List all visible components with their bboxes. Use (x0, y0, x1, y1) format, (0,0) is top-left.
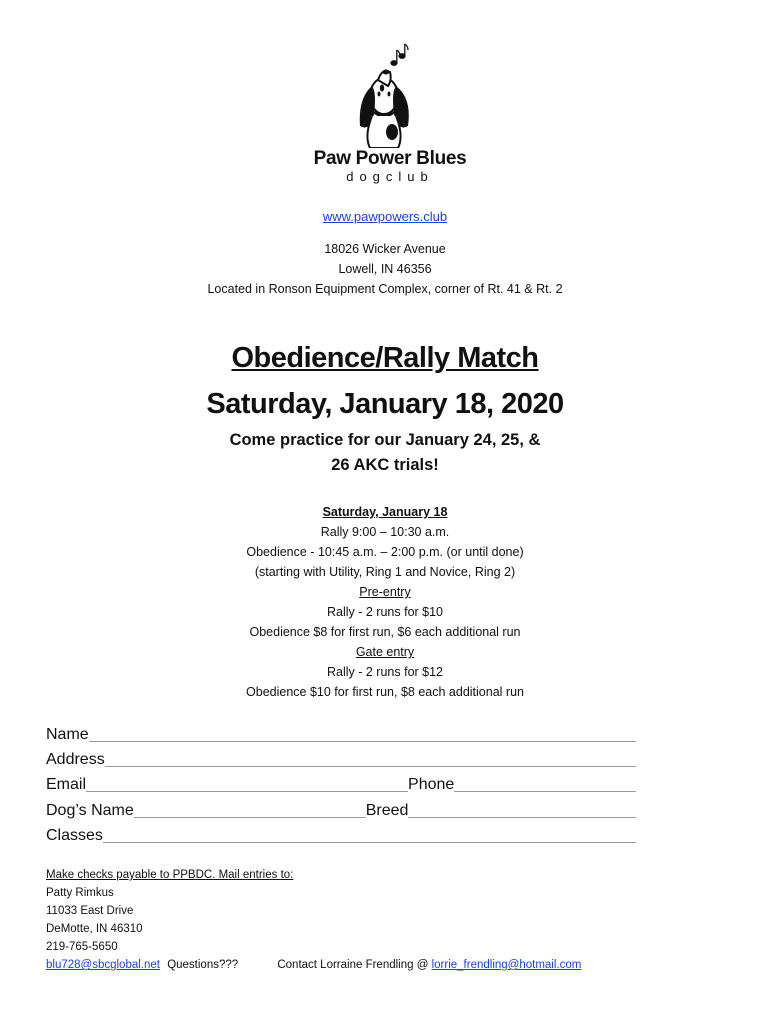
event-date: Saturday, January 18, 2020 (206, 388, 564, 420)
mailing-street: 11033 East Drive (46, 905, 134, 917)
pre-entry-label: Pre-entry (359, 585, 411, 599)
address-location: Located in Ronson Equipment Complex, corner of Rt. 41 & Rt. 2 (207, 282, 563, 296)
event-title: Obedience/Rally Match (231, 342, 539, 374)
name-row (46, 724, 636, 744)
pre-entry-rally: Rally - 2 runs for $10 (326, 605, 444, 619)
pre-entry-obedience: Obedience $8 for first run, $6 each additional run (249, 625, 521, 639)
logo-subtitle: dogclub (346, 169, 434, 184)
address-row (46, 749, 636, 769)
phone-label: Phone (408, 776, 455, 793)
event-tagline-line2: 26 AKC trials! (331, 456, 439, 474)
gate-entry-label: Gate entry (355, 645, 415, 659)
mailing-instruction: Make checks payable to PPBDC. Mail entries to: (46, 869, 294, 881)
logo-title: Paw Power Blues (313, 148, 467, 169)
email-label: Email (46, 776, 87, 793)
gate-entry-rally: Rally - 2 runs for $12 (326, 665, 444, 679)
schedule-obedience: Obedience - 10:45 a.m. – 2:00 p.m. (or until done) (246, 545, 524, 559)
questions-text: Questions??? (167, 959, 239, 971)
breed-label: Breed (365, 802, 409, 819)
address-street: 18026 Wicker Avenue (324, 242, 446, 256)
breed-field[interactable] (408, 803, 636, 818)
classes-label: Classes (46, 827, 103, 844)
email-phone-row (46, 774, 636, 794)
singing-dog-icon (300, 28, 480, 148)
dog-breed-row (46, 800, 636, 820)
name-field[interactable] (89, 727, 636, 742)
logo-text (300, 148, 480, 184)
mailing-name: Patty Rimkus (46, 887, 114, 899)
schedule-day: Saturday, January 18 (322, 505, 448, 519)
event-tagline-line1: Come practice for our January 24, 25, & (229, 431, 541, 449)
dogs-name-label: Dog’s Name (46, 802, 134, 819)
address-city: Lowell, IN 46356 (338, 262, 432, 276)
contact-email-link[interactable]: lorrie_frendling@hotmail.com (431, 959, 582, 971)
mailing-phone: 219-765-5650 (46, 941, 118, 953)
contact-prefix: Contact Lorraine Frendling @ (277, 959, 429, 971)
email-field[interactable] (86, 777, 408, 792)
schedule-rings: (starting with Utility, Ring 1 and Novice, Ring 2) (254, 565, 516, 579)
gate-entry-obedience: Obedience $10 for first run, $8 each additional run (246, 685, 524, 699)
website-link[interactable]: www.pawpowers.club (322, 209, 448, 224)
classes-row (46, 825, 636, 845)
classes-field[interactable] (103, 828, 636, 843)
mailing-city: DeMotte, IN 46310 (46, 923, 143, 935)
address-field[interactable] (105, 752, 636, 767)
mailing-email-link[interactable]: blu728@sbcglobal.net (46, 959, 160, 971)
name-label: Name (46, 726, 89, 743)
contact-line (46, 959, 746, 971)
schedule-rally: Rally 9:00 – 10:30 a.m. (320, 525, 450, 539)
dogs-name-field[interactable] (134, 803, 366, 818)
phone-field[interactable] (454, 777, 636, 792)
address-label: Address (46, 751, 105, 768)
